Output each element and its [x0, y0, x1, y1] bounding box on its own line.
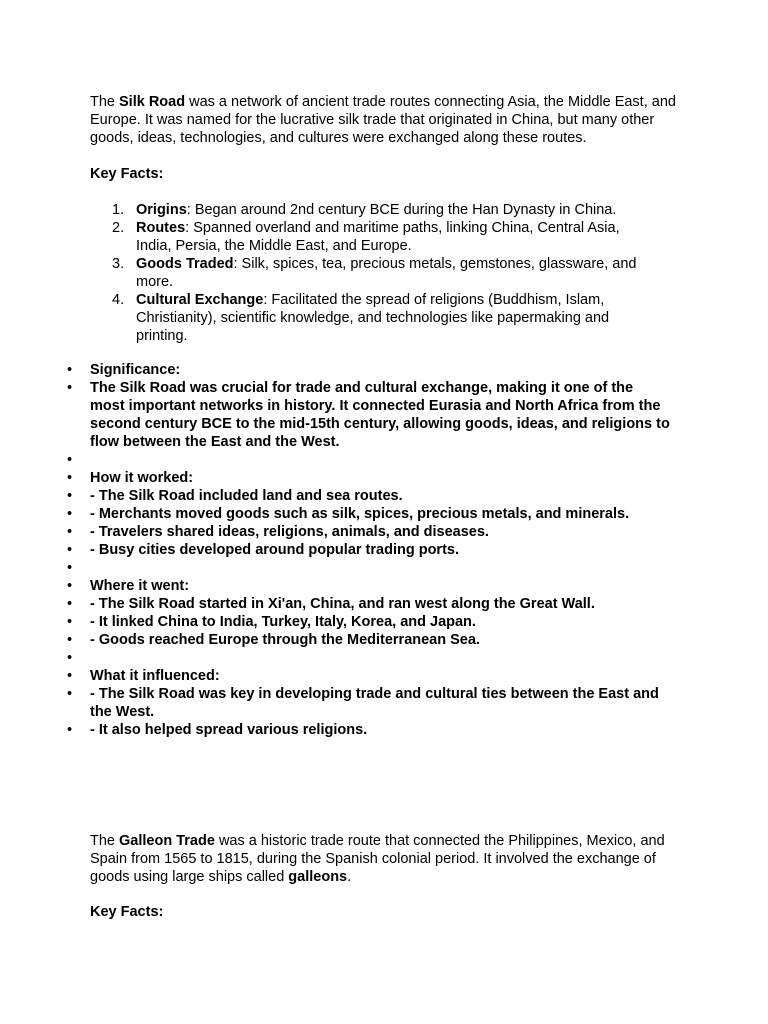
bullet-item	[67, 613, 670, 631]
fact-item	[90, 291, 650, 345]
bullet-item	[67, 595, 670, 613]
galleons-term: galleons	[288, 869, 348, 885]
bullet-item	[67, 631, 670, 649]
bullet-text: - Travelers shared ideas, religions, animals, and diseases.	[90, 524, 489, 540]
bullet-item	[67, 541, 670, 559]
bullet-item	[67, 379, 670, 451]
fact-number: 1.	[112, 202, 125, 218]
bullet-item	[67, 505, 670, 523]
bullet-item	[67, 523, 670, 541]
bullet-item	[67, 685, 670, 721]
bullet-text: - Goods reached Europe through the Mediterranean Sea.	[90, 632, 480, 648]
silk-facts-list	[90, 201, 650, 345]
fact-text: : Spanned overland and maritime paths, linking China, Central Asia, India, Persia, the Middle East, and Europe.	[136, 220, 620, 254]
bullet-marker: •	[67, 362, 73, 378]
bullet-marker: •	[67, 596, 73, 612]
bullet-text: - It linked China to India, Turkey, Italy, Korea, and Japan.	[90, 614, 476, 630]
bullet-text: - The Silk Road included land and sea routes.	[90, 488, 403, 504]
bullet-text: - Busy cities developed around popular trading ports.	[90, 542, 459, 558]
bullet-marker: •	[67, 686, 73, 702]
bullet-marker: •	[67, 632, 73, 648]
silk-road-term: Silk Road	[119, 94, 186, 110]
bullet-item	[67, 559, 670, 577]
bullet-marker: •	[67, 452, 73, 468]
bullet-item	[67, 721, 670, 739]
galleon-trade-intro	[90, 832, 680, 886]
bullet-text: The Silk Road was crucial for trade and cultural exchange, making it one of the most important networks in history. It connected Eurasia and North Africa from the second century BCE to the mid-15th century, allowing goods, ideas, and religions to flow between the East and the West.	[90, 380, 670, 450]
fact-term: Goods Traded	[136, 256, 234, 272]
fact-text: : Silk, spices, tea, precious metals, gemstones, glassware, and more.	[136, 256, 637, 290]
fact-item	[90, 219, 650, 255]
bullet-text: - Merchants moved goods such as silk, spices, precious metals, and minerals.	[90, 506, 630, 522]
galleon-trade-term: Galleon Trade	[119, 833, 215, 849]
fact-item	[90, 201, 650, 219]
fact-number: 4.	[112, 292, 125, 308]
intro-text-end: .	[347, 869, 352, 885]
silk-road-intro	[90, 93, 680, 147]
silk-details-bullets	[67, 361, 670, 739]
intro-text: The	[90, 833, 120, 849]
bullet-marker: •	[67, 614, 73, 630]
bullet-marker: •	[67, 578, 73, 594]
bullet-marker: •	[67, 380, 73, 396]
bullet-item	[67, 667, 670, 685]
bullet-item	[67, 649, 670, 667]
bullet-text: Where it went:	[90, 578, 190, 594]
bullet-text: - It also helped spread various religions.	[90, 722, 368, 738]
fact-number: 3.	[112, 256, 125, 272]
bullet-text: How it worked:	[90, 470, 194, 486]
bullet-marker: •	[67, 542, 73, 558]
bullet-marker: •	[67, 470, 73, 486]
bullet-marker: •	[67, 650, 73, 666]
fact-item	[90, 255, 650, 291]
bullet-text: - The Silk Road started in Xi'an, China, and ran west along the Great Wall.	[90, 596, 595, 612]
fact-text: : Began around 2nd century BCE during the Han Dynasty in China.	[186, 202, 617, 218]
bullet-marker: •	[67, 560, 73, 576]
fact-term: Cultural Exchange	[136, 292, 264, 308]
intro-text: The	[90, 94, 120, 110]
fact-number: 2.	[112, 220, 125, 236]
bullet-item	[67, 577, 670, 595]
bullet-text: Significance:	[90, 362, 181, 378]
fact-term: Routes	[136, 220, 186, 236]
bullet-marker: •	[67, 488, 73, 504]
fact-term: Origins	[136, 202, 187, 218]
bullet-item	[67, 361, 670, 379]
bullet-item	[67, 487, 670, 505]
bullet-text: What it influenced:	[90, 668, 220, 684]
silk-key-facts-heading: Key Facts:	[90, 166, 164, 182]
bullet-marker: •	[67, 524, 73, 540]
galleon-key-facts-heading: Key Facts:	[90, 904, 164, 920]
bullet-marker: •	[67, 668, 73, 684]
intro-text-rest: was a network of ancient trade routes connecting Asia, the Middle East, and Europe. It was named for the lucrative silk trade that originated in China, but many other goods, ideas, technologies, and cultures were exchanged along these routes.	[90, 94, 676, 146]
bullet-item	[67, 451, 670, 469]
intro-text-middle: was a historic trade route that connected the Philippines, Mexico, and Spain from 1565 to 1815, during the Spanish colonial period. It involved the exchange of goods using large ships called	[90, 833, 665, 885]
bullet-marker: •	[67, 722, 73, 738]
fact-text: : Facilitated the spread of religions (Buddhism, Islam, Christianity), scientific knowledge, and technologies like papermaking and printing.	[136, 292, 610, 344]
bullet-text: - The Silk Road was key in developing trade and cultural ties between the East and the West.	[90, 686, 659, 720]
bullet-item	[67, 469, 670, 487]
bullet-marker: •	[67, 506, 73, 522]
